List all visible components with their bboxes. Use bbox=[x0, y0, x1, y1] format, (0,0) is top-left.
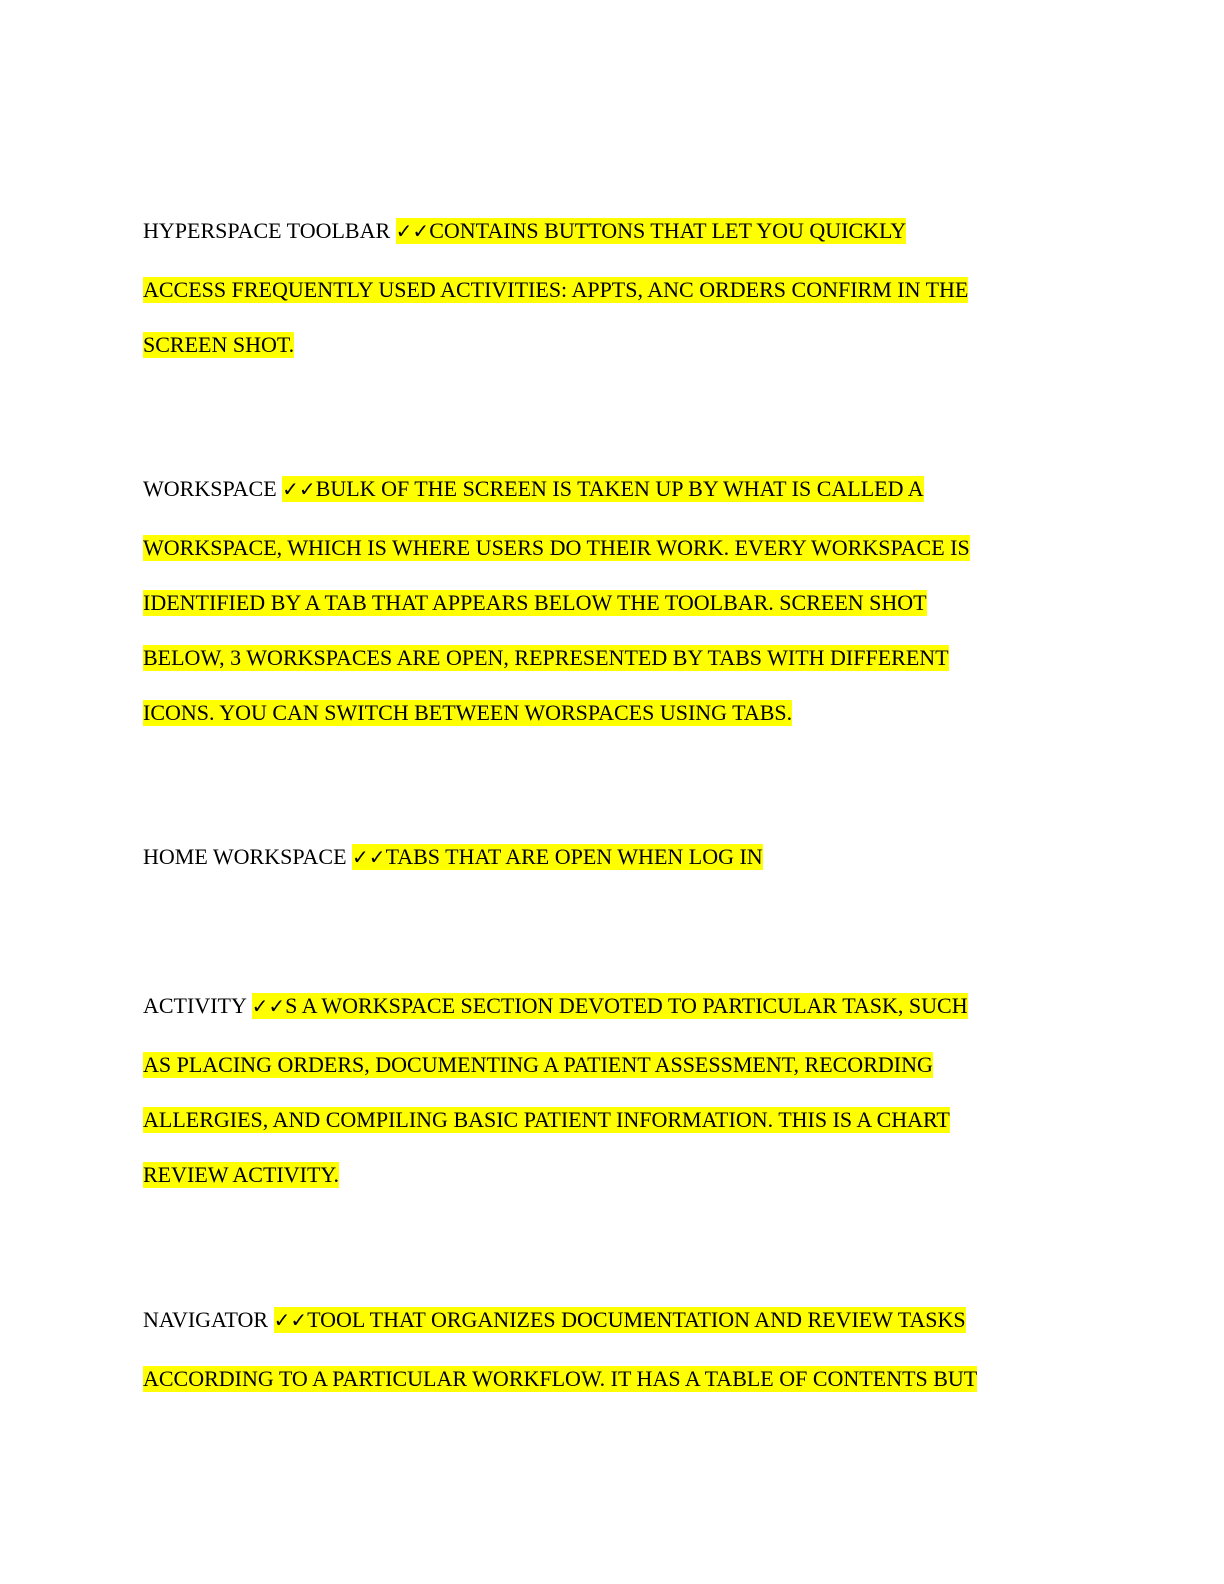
definition-text: CONTAINS BUTTONS THAT LET YOU QUICKLY bbox=[429, 218, 907, 243]
term-hyperspace-toolbar: HYPERSPACE TOOLBAR bbox=[143, 218, 391, 243]
double-check-icon: ✓✓ bbox=[282, 477, 316, 501]
definition-text: S A WORKSPACE SECTION DEVOTED TO PARTICULAR TASK, SUCH bbox=[285, 993, 968, 1018]
term-navigator: NAVIGATOR bbox=[143, 1307, 269, 1332]
double-check-icon: ✓✓ bbox=[352, 845, 386, 869]
definition-text: WORKSPACE, WHICH IS WHERE USERS DO THEIR WORK. EVERY WORKSPACE IS bbox=[143, 535, 970, 560]
definition-highlight bbox=[282, 476, 923, 502]
definition-text: ALLERGIES, AND COMPILING BASIC PATIENT INFORMATION. THIS IS A CHART bbox=[143, 1107, 950, 1132]
definition-highlight bbox=[352, 844, 763, 870]
entry-navigator-line-1 bbox=[143, 1305, 966, 1335]
definition-text: REVIEW ACTIVITY. bbox=[143, 1162, 339, 1187]
definition-text: ICONS. YOU CAN SWITCH BETWEEN WORSPACES USING TABS. bbox=[143, 700, 793, 725]
entry-activity-line-4 bbox=[143, 1160, 339, 1190]
double-check-icon: ✓✓ bbox=[251, 994, 286, 1018]
definition-text: SCREEN SHOT. bbox=[143, 332, 295, 357]
double-check-icon: ✓✓ bbox=[395, 219, 430, 243]
entry-activity-line-2 bbox=[143, 1050, 933, 1080]
definition-highlight bbox=[252, 993, 968, 1019]
term-workspace: WORKSPACE bbox=[143, 476, 277, 501]
definition-highlight bbox=[396, 218, 907, 244]
definition-text: BELOW, 3 WORKSPACES ARE OPEN, REPRESENTED BY TABS WITH DIFFERENT bbox=[143, 645, 949, 670]
entry-home-workspace-line-1 bbox=[143, 842, 763, 872]
double-check-icon: ✓✓ bbox=[273, 1308, 308, 1332]
entry-workspace-line-1 bbox=[143, 474, 924, 504]
entry-hyperspace-toolbar-line-3 bbox=[143, 330, 294, 360]
definition-text: AS PLACING ORDERS, DOCUMENTING A PATIENT ASSESSMENT, RECORDING bbox=[143, 1052, 933, 1077]
definition-text: TABS THAT ARE OPEN WHEN LOG IN bbox=[385, 844, 763, 869]
definition-text: TOOL THAT ORGANIZES DOCUMENTATION AND REVIEW TASKS bbox=[307, 1307, 966, 1332]
entry-workspace-line-4 bbox=[143, 643, 949, 673]
definition-text: IDENTIFIED BY A TAB THAT APPEARS BELOW THE TOOLBAR. SCREEN SHOT bbox=[143, 590, 927, 615]
term-home-workspace: HOME WORKSPACE bbox=[143, 844, 347, 869]
entry-workspace-line-5 bbox=[143, 698, 792, 728]
term-activity: ACTIVITY bbox=[143, 993, 247, 1018]
entry-activity-line-1 bbox=[143, 991, 968, 1021]
entry-activity-line-3 bbox=[143, 1105, 950, 1135]
definition-text: ACCORDING TO A PARTICULAR WORKFLOW. IT HAS A TABLE OF CONTENTS BUT bbox=[143, 1366, 978, 1391]
definition-highlight bbox=[274, 1307, 966, 1333]
entry-navigator-line-2 bbox=[143, 1364, 977, 1394]
definition-text: ACCESS FREQUENTLY USED ACTIVITIES: APPTS, ANC ORDERS CONFIRM IN THE bbox=[143, 277, 969, 302]
entry-hyperspace-toolbar-line-2 bbox=[143, 275, 968, 305]
entry-hyperspace-toolbar-line-1 bbox=[143, 216, 906, 246]
definition-text: BULK OF THE SCREEN IS TAKEN UP BY WHAT IS CALLED A bbox=[315, 476, 924, 501]
entry-workspace-line-2 bbox=[143, 533, 970, 563]
entry-workspace-line-3 bbox=[143, 588, 927, 618]
